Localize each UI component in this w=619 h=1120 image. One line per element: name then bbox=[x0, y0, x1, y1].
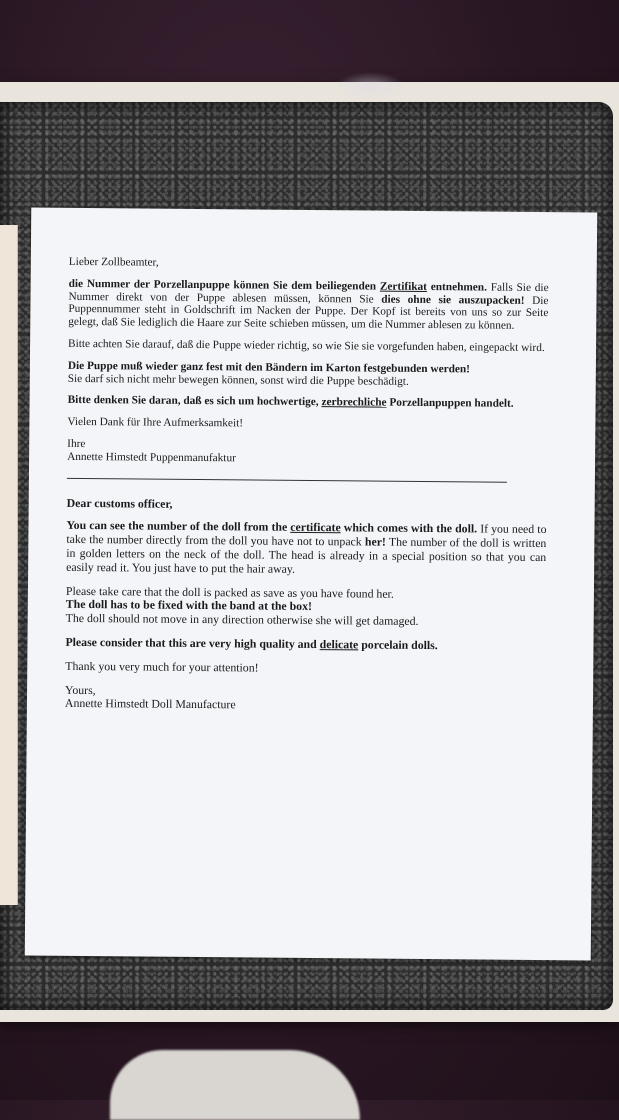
german-p1-a: die Nummer der Porzellanpuppe können Sie dem beiliegenden bbox=[68, 277, 380, 293]
english-salutation: Dear customs officer, bbox=[66, 495, 173, 511]
english-paragraph-3-bold: The doll has to be fixed with the band at the box! bbox=[65, 597, 313, 614]
english-p1-c: If you need to take the number directly from the doll you have not to unpack bbox=[66, 521, 547, 549]
english-p1-d: her! bbox=[364, 534, 386, 549]
english-p1-b: which comes with the doll. bbox=[340, 520, 478, 536]
english-closing: Yours, bbox=[65, 682, 96, 697]
german-p1-e: Die Puppennummer steht in Goldschrift im Nacken der Puppe. Der Kopf ist bereits von uns so zur Seite gelegt, daß Sie lediglich die Haare zur Seite schieben müssen, um die Nummer ablesen zu können. bbox=[68, 294, 549, 332]
english-p1-e: The number of the doll is written in golden letters on the neck of the doll. The head is already in a special position so that you can easily read it. You just have to put the hair away. bbox=[66, 534, 547, 576]
english-p4-b: porcelain dolls. bbox=[358, 637, 438, 653]
german-p1-d: dies ohne sie auszupacken! bbox=[381, 293, 525, 307]
german-signature: Annette Himstedt Puppenmanufaktur bbox=[67, 450, 236, 465]
english-delicate-link: delicate bbox=[319, 637, 359, 652]
plastic-wrap bbox=[335, 72, 405, 102]
english-p1-a: You can see the number of the doll from the bbox=[66, 518, 291, 535]
german-paragraph-1 bbox=[68, 278, 548, 333]
section-divider bbox=[67, 477, 507, 482]
german-section bbox=[67, 256, 549, 468]
english-certificate-link: certificate bbox=[290, 520, 341, 535]
german-thanks: Vielen Dank für Ihre Aufmerksamkeit! bbox=[67, 416, 244, 430]
side-card bbox=[0, 225, 18, 905]
english-paragraph-2: Please take care that the doll is packed as save as you have found her. bbox=[65, 583, 394, 601]
german-paragraph-2: Bitte achten Sie darauf, daß die Puppe wieder richtig, so wie Sie sie vorgefunden haben, eingepackt wird. bbox=[68, 337, 545, 355]
german-p4-b: Porzellanpuppen handelt. bbox=[386, 397, 514, 411]
german-closing: Ihre bbox=[67, 437, 86, 450]
german-paragraph-3-rest: Sie darf sich nicht mehr bewegen können, sonst wird die Puppe beschädigt. bbox=[67, 372, 409, 388]
german-paragraph-4 bbox=[68, 394, 548, 411]
english-signature: Annette Himstedt Doll Manufacture bbox=[64, 696, 236, 712]
german-fragile-link: zerbrechliche bbox=[321, 396, 387, 410]
german-salutation: Lieber Zollbeamter, bbox=[68, 255, 159, 269]
cloth bbox=[110, 1050, 360, 1120]
english-paragraph-3-rest: The doll should not move in any direction otherwise she will get damaged. bbox=[65, 611, 419, 629]
english-paragraph-4 bbox=[65, 636, 545, 654]
letter-sheet bbox=[25, 208, 598, 961]
letter-content bbox=[65, 256, 549, 715]
german-p4-a: Bitte denken Sie daran, daß es sich um hochwertige, bbox=[67, 394, 322, 409]
german-paragraph-3-bold: Die Puppe muß wieder ganz fest mit den Bändern im Karton festgebunden werden! bbox=[67, 359, 471, 376]
english-paragraph-1 bbox=[66, 519, 546, 578]
german-p1-c: Falls Sie die Nummer direkt von der Puppe ablesen müssen, können Sie bbox=[68, 281, 549, 306]
english-thanks: Thank you very much for your attention! bbox=[65, 658, 259, 675]
german-p1-b: entnehmen. bbox=[426, 280, 488, 294]
german-certificate-link: Zertifikat bbox=[379, 280, 428, 293]
english-p4-a: Please consider that this are very high quality and bbox=[65, 634, 320, 652]
english-section bbox=[65, 496, 547, 715]
